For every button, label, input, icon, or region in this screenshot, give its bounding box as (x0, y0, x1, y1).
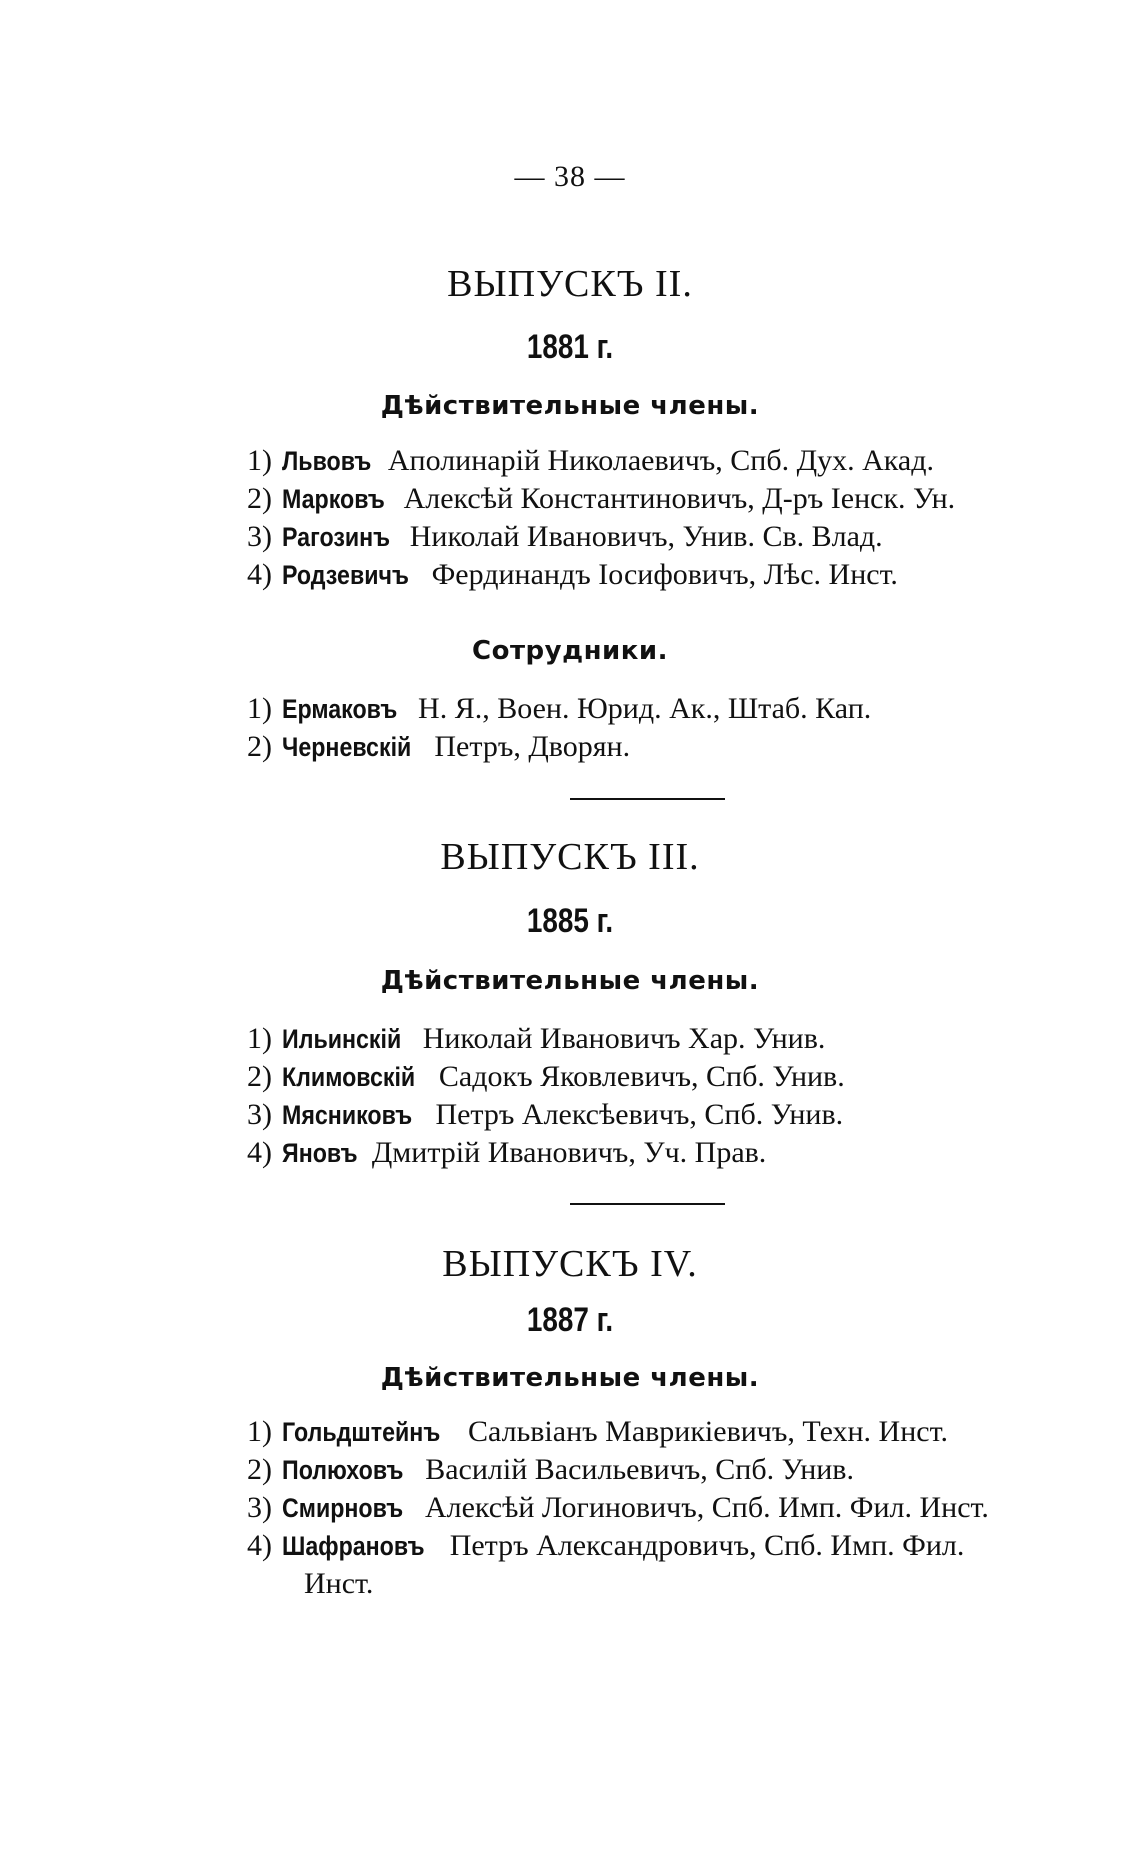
group-title: Дѣйствительные члены. (380, 391, 760, 421)
list-item: 2) Марковъ Алексѣй Константиновичъ, Д-ръ Іенск. Ун. (247, 482, 956, 515)
list-item: 1) Гольдштейнъ Сальвіанъ Маврикіевичъ, Техн. Инст. (247, 1415, 948, 1448)
list-item: 1) Ермаковъ Н. Я., Воен. Юрид. Ак., Штаб. Кап. (247, 692, 872, 725)
issue-year: 1887 г. (526, 1301, 614, 1339)
issue-title: ВЫПУСКЪ II. (447, 263, 693, 305)
group-title: Дѣйствительные члены. (380, 966, 760, 996)
list-item: 3) Смирновъ Алексѣй Логиновичъ, Спб. Имп. Фил. Инст. (247, 1491, 989, 1524)
list-item: 1) Ильинскій Николай Ивановичъ Хар. Унив. (247, 1022, 826, 1055)
members-list (247, 442, 1097, 594)
contributors-list (247, 690, 1097, 766)
issue-title: ВЫПУСКЪ IV. (442, 1243, 698, 1285)
list-item: 4) Яновъ Дмитрій Ивановичъ, Уч. Прав. (247, 1136, 767, 1169)
members-list (247, 1020, 1097, 1172)
list-item: 2) Климовскій Садокъ Яковлевичъ, Спб. Унив. (247, 1060, 845, 1093)
group-title: Сотрудники. (472, 636, 668, 666)
section-divider (570, 1203, 725, 1205)
list-item: 3) Мясниковъ Петръ Алексѣевичъ, Спб. Унив. (247, 1098, 844, 1131)
issue-year: 1885 г. (526, 902, 614, 940)
list-item: 2) Черневскій Петръ, Дворян. (247, 730, 631, 763)
list-item: 1) Львовъ Аполинарій Николаевичъ, Спб. Дух. Акад. (247, 444, 934, 477)
issue-year: 1881 г. (526, 328, 614, 366)
page-number: — 38 — (514, 160, 626, 193)
section-divider (570, 798, 725, 800)
members-list (247, 1413, 1097, 1603)
group-title: Дѣйствительные члены. (380, 1363, 760, 1393)
list-item: 3) Рагозинъ Николай Ивановичъ, Унив. Св. Влад. (247, 520, 883, 553)
issue-title: ВЫПУСКЪ III. (440, 836, 700, 878)
list-item: 4) Шафрановъ Петръ Александровичъ, Спб. Имп. Фил. Инст. (247, 1527, 1097, 1603)
list-item: 4) Родзевичъ Фердинандъ Іосифовичъ, Лѣс. Инст. (247, 558, 898, 591)
entry-continuation: Инст. (304, 1567, 374, 1600)
list-item: 2) Полюховъ Василій Васильевичъ, Спб. Унив. (247, 1453, 854, 1486)
